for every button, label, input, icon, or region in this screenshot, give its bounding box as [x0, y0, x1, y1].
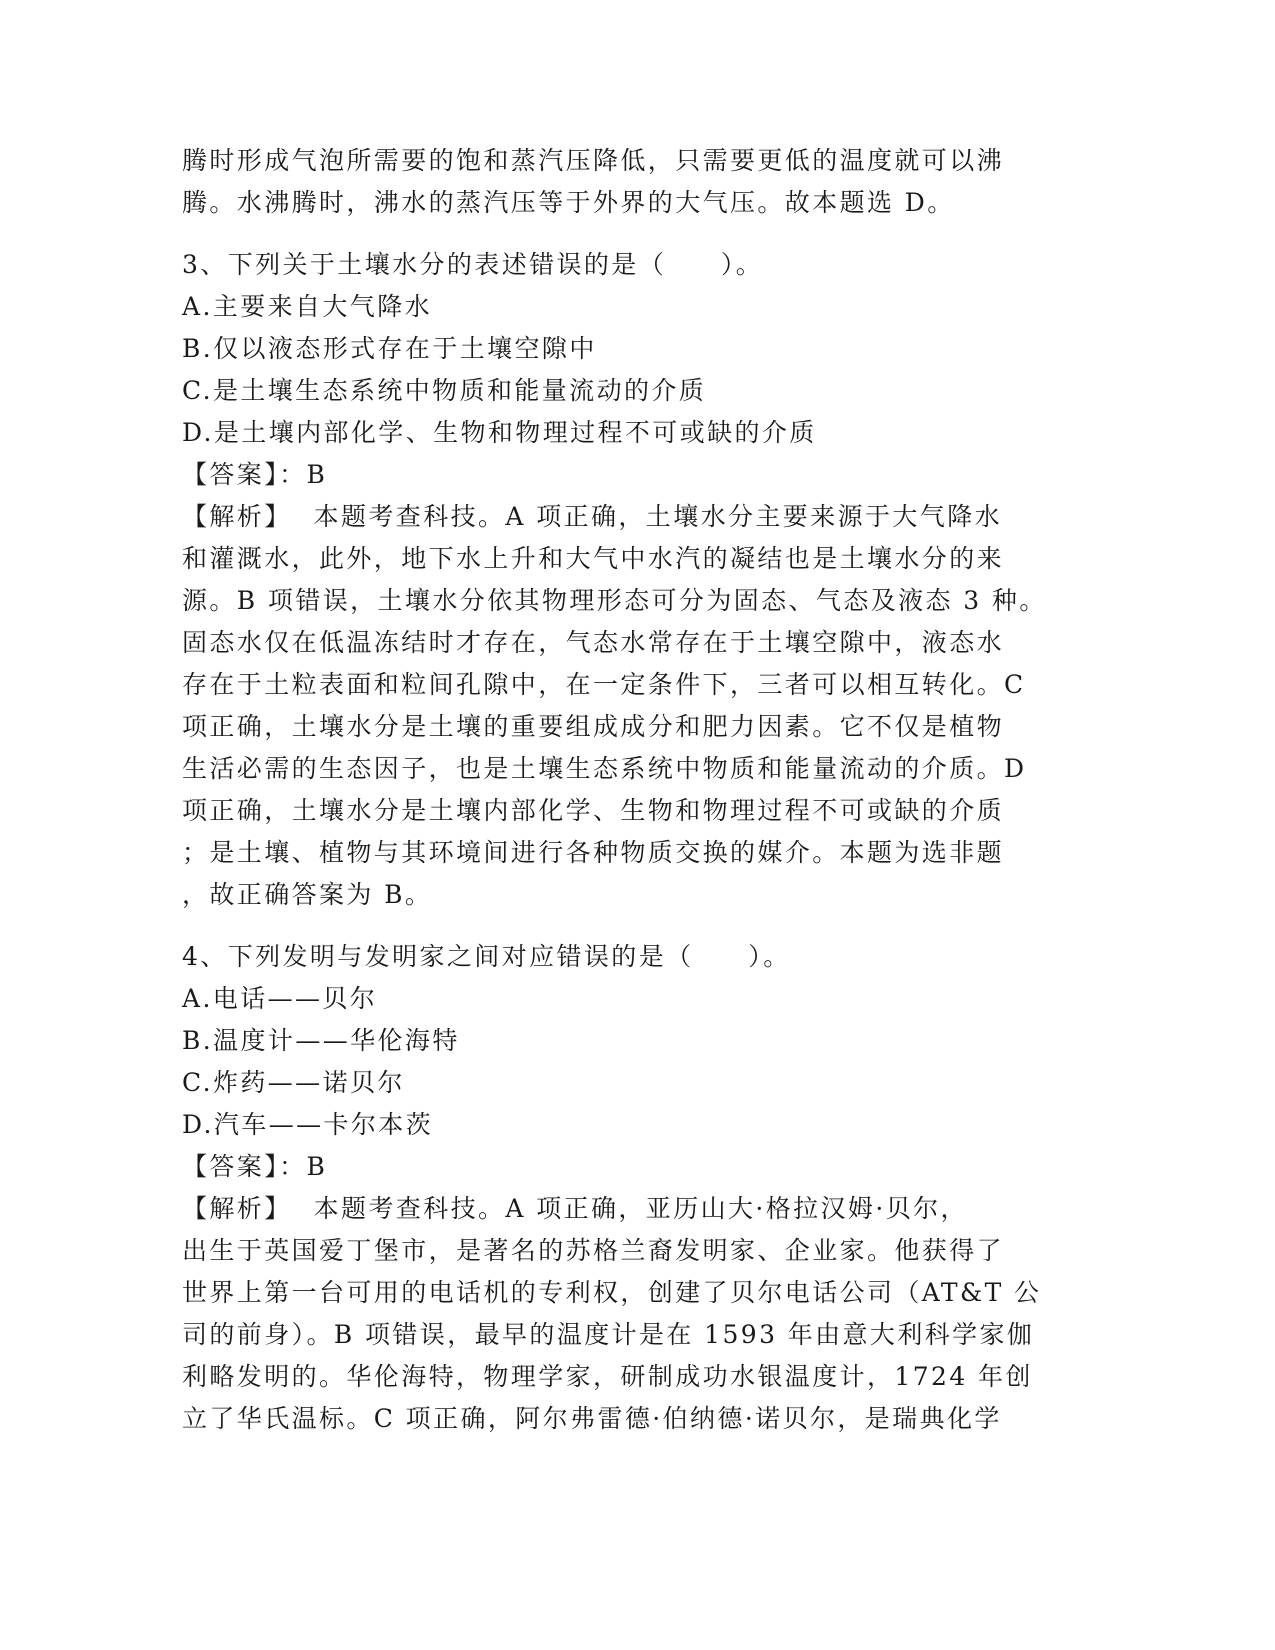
analysis-line: 立了华氏温标。C 项正确，阿尔弗雷德·伯纳德·诺贝尔，是瑞典化学 [182, 1404, 1002, 1433]
option-c: C.炸药——诺贝尔 [182, 1068, 405, 1097]
option-d: D.是土壤内部化学、生物和物理过程不可或缺的介质 [182, 418, 817, 447]
answer-label: 【答案】 [182, 1152, 280, 1181]
analysis-label: 【解析】 [182, 502, 292, 531]
question-stem: 4、下列发明与发明家之间对应错误的是（ ）。 [182, 942, 791, 971]
analysis-line: 出生于英国爱丁堡市，是著名的苏格兰裔发明家、企业家。他获得了 [182, 1236, 1005, 1265]
analysis-line: 生活必需的生态因子，也是土壤生态系统中物质和能量流动的介质。D [182, 754, 1027, 783]
answer-label: 【答案】 [182, 460, 280, 489]
answer-line [182, 1146, 1077, 1188]
option-a: A.主要来自大气降水 [182, 292, 433, 321]
analysis-line: 和灌溉水，此外，地下水上升和大气中水汽的凝结也是土壤水分的来 [182, 544, 1005, 573]
analysis-line: ，故正确答案为 B。 [182, 880, 433, 909]
analysis-text: 本题考查科技。A 项正确，亚历山大·格拉汉姆·贝尔， [313, 1194, 968, 1223]
analysis-text: 本题考查科技。A 项正确，土壤水分主要来源于大气降水 [313, 502, 1003, 531]
answer-value: ：B [279, 1152, 328, 1181]
question-stem: 3、下列关于土壤水分的表述错误的是（ ）。 [182, 250, 764, 279]
text-line: 腾时形成气泡所需要的饱和蒸汽压降低，只需要更低的温度就可以沸 [182, 146, 1005, 175]
analysis-label: 【解析】 [182, 1194, 292, 1223]
analysis-line: 存在于土粒表面和粒间孔隙中，在一定条件下，三者可以相互转化。C [182, 670, 1026, 699]
question-4 [182, 936, 1077, 1440]
analysis-line: 项正确，土壤水分是土壤内部化学、生物和物理过程不可或缺的介质 [182, 796, 1005, 825]
document-page [182, 140, 1077, 1440]
analysis-line: 源。B 项错误，土壤水分依其物理形态可分为固态、气态及液态 3 种。 [182, 586, 1047, 615]
analysis-line: ；是土壤、植物与其环境间进行各种物质交换的媒介。本题为选非题 [182, 838, 1005, 867]
option-b: B.仅以液态形式存在于土壤空隙中 [182, 334, 597, 363]
intro-paragraph [182, 140, 1077, 224]
option-d: D.汽车——卡尔本茨 [182, 1110, 434, 1139]
question-3 [182, 244, 1077, 916]
analysis-first-line [182, 496, 1077, 538]
analysis-line: 项正确，土壤水分是土壤的重要组成成分和肥力因素。它不仅是植物 [182, 712, 1005, 741]
analysis-first-line [182, 1188, 1077, 1230]
analysis-line: 固态水仅在低温冻结时才存在，气态水常存在于土壤空隙中，液态水 [182, 628, 1005, 657]
option-a: A.电话——贝尔 [182, 984, 378, 1013]
analysis-line: 司的前身）。B 项错误，最早的温度计是在 1593 年由意大利科学家伽 [182, 1320, 1035, 1349]
answer-value: ：B [279, 460, 328, 489]
answer-line [182, 454, 1077, 496]
option-b: B.温度计——华伦海特 [182, 1026, 460, 1055]
analysis-line: 世界上第一台可用的电话机的专利权，创建了贝尔电话公司（AT&T 公 [182, 1278, 1042, 1307]
option-c: C.是土壤生态系统中物质和能量流动的介质 [182, 376, 707, 405]
text-line: 腾。水沸腾时，沸水的蒸汽压等于外界的大气压。故本题选 D。 [182, 188, 955, 217]
analysis-line: 利略发明的。华伦海特，物理学家，研制成功水银温度计，1724 年创 [182, 1362, 1033, 1391]
